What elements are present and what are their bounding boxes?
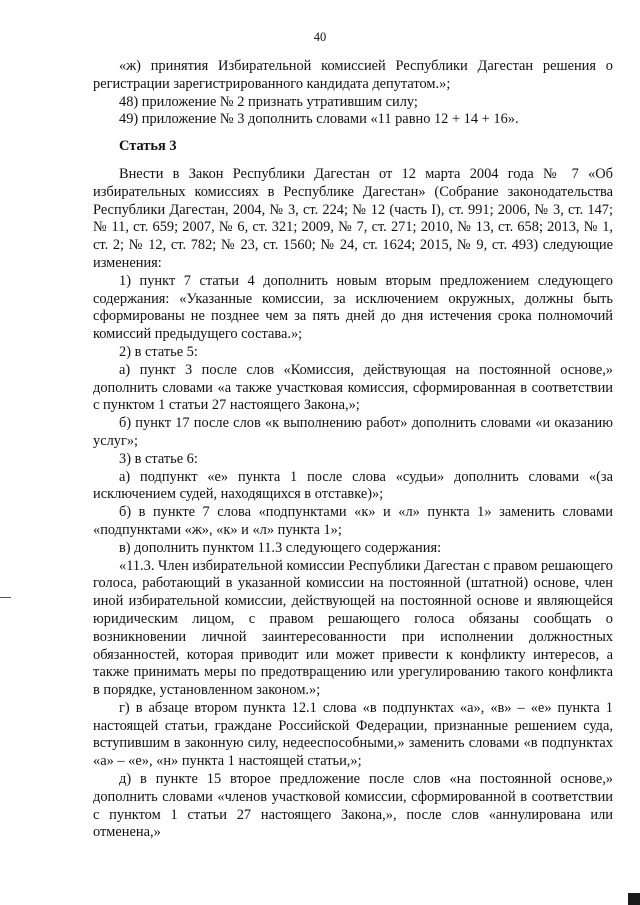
paragraph-item-2: 2) в статье 5: [119,343,198,360]
paragraph-item-3d: д) в пункте 15 второе предложение после слов «на постоянной основе,» дополнить словами «членов участковой комиссии, сформированной в соответствии с пунктом 1 статьи 27 настоящего Закона,», после слов «аннулирована или отменена,» [93,771,613,841]
paragraph-item-3a: а) подпункт «е» пункта 1 после слова «судьи» дополнить словами «(за исключением судей, находящихся в отставке)»; [93,468,613,503]
paragraph-item-3b: б) в пункте 7 слова «подпунктами «к» и «л» пункта 1» заменить словами «подпунктами «ж», «к» и «л» пункта 1»; [93,504,613,538]
paragraph-item-48: 48) приложение № 2 признать утратившим силу; [119,93,418,110]
document-body [93,58,613,842]
paragraph-item-2a: а) пункт 3 после слов «Комиссия, действующая на постоянной основе,» дополнить словами «а также участковая комиссия, сформированная в соответствии с пунктом 1 статьи 27 настоящего Закона,»; [93,361,613,414]
article-heading: Статья 3 [119,138,177,155]
paragraph-quote-11-3: «11.3. Член избирательной комиссии Республики Дагестан с правом решающего голоса, работающий в указанной комиссии на постоянной (штатной) основе, член иной избирательной комиссии, действующей на постоянной основе и являющейся юридическим лицом, с правом решающего голоса обязаны сообщать о возникновении личной заинтересованности при исполнении должностных обязанностей, которая приводит или может привести к конфликту интересов, а также принимать меры по предотвращению или урегулированию такого конфликта в порядке, установленном законом.»; [93,557,613,699]
page-number: 40 [313,30,327,44]
paragraph-item-zh: «ж) принятия Избирательной комиссией Республики Дагестан решения о регистрации зарегистрированного кандидата депутатом.»; [93,58,613,92]
paragraph-item-3: 3) в статье 6: [119,450,198,467]
paragraph-item-3g: г) в абзаце втором пункта 12.1 слова «в подпунктах «а», «в» – «е» пункта 1 настоящей статьи, граждане Российской Федерации, признанные решением суда, вступившим в законную силу, недееспособными,» заменить словами «в подпунктах «а» – «е», «н» пункта 1 настоящей статьи,»; [93,699,613,770]
left-margin-mark [0,597,11,598]
paragraph-item-3v: в) дополнить пунктом 11.3 следующего содержания: [119,539,442,556]
paragraph-item-1: 1) пункт 7 статьи 4 дополнить новым вторым предложением следующего содержания: «Указанные комиссии, за исключением окружных, должны быть сформированы не позднее чем за пять дней до дня истечения срока полномочий комиссий предыдущего состава.»; [93,272,613,343]
paragraph-intro: Внести в Закон Республики Дагестан от 12 марта 2004 года № 7 «Об избирательных комиссиях в Республике Дагестан» (Собрание законодательства Республики Дагестан, 2004, № 3, ст. 224; № 12 (часть I), ст. 991; 2006, № 3, ст. 147; № 11, ст. 659; 2007, № 6, ст. 321; 2009, № 7, ст. 271; 2010, № 13, ст. 658; 2013, № 1, ст. 2; № 12, ст. 782; № 23, ст. 1560; № 24, ст. 1624; 2015, № 9, ст. 493) следующие изменения: [93,165,613,271]
paragraph-item-2b: б) пункт 17 после слов «к выполнению работ» дополнить словами «и оказанию услуг»; [93,415,613,449]
scan-corner-mark [628,893,640,905]
paragraph-item-49: 49) приложение № 3 дополнить словами «11 равно 12 + 14 + 16». [119,111,519,128]
